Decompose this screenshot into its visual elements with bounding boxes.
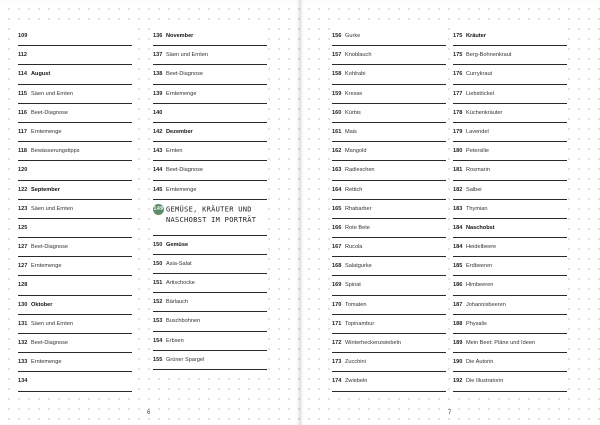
toc-entry bbox=[453, 334, 567, 353]
page-number-left: 6 bbox=[147, 410, 151, 416]
toc-page-number: 117 bbox=[18, 128, 28, 135]
toc-page-number: 155 bbox=[153, 356, 163, 363]
toc-page-number: 175 bbox=[453, 52, 463, 59]
feature-title-line2: NASCHOBST IM PORTRÄT bbox=[166, 216, 257, 225]
toc-entry bbox=[332, 353, 446, 372]
toc-entry-title: Bärlauch bbox=[166, 299, 189, 306]
toc-entry-title: Tomaten bbox=[345, 301, 367, 308]
toc-entry bbox=[153, 104, 267, 123]
toc-entry-title: Heidelbeere bbox=[466, 244, 497, 251]
toc-page-number: 163 bbox=[332, 167, 342, 174]
toc-entry bbox=[453, 181, 567, 200]
toc-entry-title: Beet-Diagnose bbox=[166, 167, 204, 174]
toc-entry bbox=[332, 181, 446, 200]
toc-entry bbox=[153, 255, 267, 274]
toc-entry bbox=[332, 142, 446, 161]
toc-page-number: 165 bbox=[332, 205, 342, 212]
toc-page-number: 187 bbox=[453, 301, 463, 308]
toc-entry bbox=[453, 104, 567, 123]
toc-entry-title: Lavendel bbox=[466, 128, 489, 135]
toc-entry-title: Topinambur bbox=[345, 320, 375, 327]
toc-entry-title: Dezember bbox=[166, 128, 193, 135]
toc-page-number: 185 bbox=[453, 263, 463, 270]
toc-page-number: 125 bbox=[18, 224, 28, 231]
toc-page-number: 152 bbox=[153, 299, 163, 306]
toc-entry bbox=[453, 238, 567, 257]
toc-entry bbox=[453, 46, 567, 65]
toc-entry bbox=[453, 276, 567, 295]
toc-entry bbox=[332, 296, 446, 315]
toc-entry-title: November bbox=[166, 33, 194, 39]
toc-entry-title: Säen und Ernten bbox=[31, 205, 73, 212]
toc-entry bbox=[18, 27, 132, 46]
toc-entry bbox=[18, 276, 132, 295]
toc-page-number: 171 bbox=[332, 320, 342, 327]
toc-entry bbox=[453, 257, 567, 276]
toc-entry-title: Mangold bbox=[345, 148, 367, 155]
toc-page-number: 116 bbox=[18, 109, 28, 116]
toc-entry bbox=[453, 219, 567, 238]
toc-page-number: 182 bbox=[453, 186, 463, 193]
toc-entry-title: Thymian bbox=[466, 205, 488, 212]
toc-entry-title: Erntemenge bbox=[166, 90, 197, 97]
toc-column-left-1 bbox=[18, 27, 132, 392]
toc-entry-title: Erbsen bbox=[166, 337, 184, 344]
toc-page-number: 136 bbox=[153, 33, 163, 39]
toc-page-number: 142 bbox=[153, 128, 163, 135]
toc-entry bbox=[332, 257, 446, 276]
toc-entry-title: Mein Beet: Pläne und Ideen bbox=[466, 340, 536, 346]
toc-page-number: 156 bbox=[332, 33, 342, 39]
toc-entry-title: Zwiebeln bbox=[345, 378, 368, 385]
toc-entry-title: Liebstöckel bbox=[466, 90, 494, 97]
page-number-right: 7 bbox=[448, 410, 452, 416]
toc-entry-title: Kürbis bbox=[345, 109, 361, 116]
toc-entry-title: Säen und Ernten bbox=[31, 90, 73, 97]
toc-page-number: 145 bbox=[153, 186, 163, 193]
toc-entry bbox=[153, 274, 267, 293]
toc-entry bbox=[153, 85, 267, 104]
toc-entry bbox=[18, 334, 132, 353]
toc-entry bbox=[153, 351, 267, 370]
toc-entry bbox=[18, 123, 132, 142]
toc-entry bbox=[332, 65, 446, 84]
toc-entry bbox=[153, 27, 267, 46]
toc-entry bbox=[18, 257, 132, 276]
toc-page-number: 120 bbox=[18, 167, 28, 174]
toc-page-number: 164 bbox=[332, 186, 342, 193]
toc-entry bbox=[332, 238, 446, 257]
right-page bbox=[300, 0, 600, 425]
toc-page-number: 112 bbox=[18, 52, 28, 59]
toc-page-number: 179 bbox=[453, 128, 463, 135]
toc-entry-title: Rosmarin bbox=[466, 167, 490, 174]
toc-entry-title: September bbox=[31, 186, 60, 193]
toc-page-number: 184 bbox=[453, 244, 463, 251]
toc-page-number: 192 bbox=[453, 378, 463, 385]
toc-page-number: 128 bbox=[18, 282, 28, 289]
toc-entry-title: August bbox=[31, 71, 51, 78]
toc-entry bbox=[18, 46, 132, 65]
toc-page-number: 115 bbox=[18, 90, 28, 97]
toc-page-number: 122 bbox=[18, 186, 28, 193]
toc-entry bbox=[18, 353, 132, 372]
toc-entry-title: Gurke bbox=[345, 33, 361, 39]
toc-page-number: 140 bbox=[153, 109, 163, 116]
feature-page-badge: 149 bbox=[153, 204, 164, 215]
toc-entry-title: Currykraut bbox=[466, 71, 493, 78]
toc-column-right-1 bbox=[332, 27, 446, 392]
toc-entry-title: Kresse bbox=[345, 90, 363, 97]
toc-entry bbox=[332, 219, 446, 238]
toc-page-number: 166 bbox=[332, 224, 342, 231]
feature-heading bbox=[153, 200, 267, 236]
toc-entry-title: Rote Bete bbox=[345, 224, 370, 231]
toc-entry bbox=[453, 161, 567, 180]
toc-entry bbox=[453, 372, 567, 391]
toc-entry bbox=[153, 123, 267, 142]
toc-entry bbox=[153, 236, 267, 255]
toc-entry-title: Grüner Spargel bbox=[166, 356, 205, 363]
toc-entry-title: Erntemenge bbox=[31, 128, 62, 135]
toc-entry bbox=[332, 276, 446, 295]
toc-entry bbox=[18, 200, 132, 219]
toc-column-right-2 bbox=[453, 27, 567, 392]
toc-entry-title: Säen und Ernten bbox=[166, 52, 208, 59]
toc-entry bbox=[332, 200, 446, 219]
toc-page-number: 174 bbox=[332, 378, 342, 385]
toc-page-number: 173 bbox=[332, 359, 342, 366]
toc-entry-title: Naschobst bbox=[466, 224, 495, 231]
toc-entry-title: Die Illustratorin bbox=[466, 378, 504, 385]
toc-entry bbox=[453, 123, 567, 142]
toc-entry-title: Oktober bbox=[31, 301, 53, 308]
toc-page-number: 134 bbox=[18, 378, 28, 385]
toc-entry-title: Beet-Diagnose bbox=[166, 71, 204, 78]
toc-entry-title: Himbeeren bbox=[466, 282, 494, 289]
toc-page-number: 133 bbox=[18, 359, 28, 366]
toc-page-number: 144 bbox=[153, 167, 163, 174]
toc-entry-title: Erntemenge bbox=[166, 186, 197, 193]
toc-page-number: 160 bbox=[332, 109, 342, 116]
toc-entry bbox=[332, 85, 446, 104]
toc-entry-title: Beet-Diagnose bbox=[31, 109, 69, 116]
toc-entry bbox=[153, 46, 267, 65]
toc-page-number: 154 bbox=[153, 337, 163, 344]
toc-entry-title: Die Autorin bbox=[466, 359, 494, 366]
toc-entry-title: Rettich bbox=[345, 186, 363, 193]
toc-entry bbox=[332, 161, 446, 180]
toc-page-number: 175 bbox=[453, 33, 463, 39]
toc-entry bbox=[453, 353, 567, 372]
toc-page-number: 153 bbox=[153, 318, 163, 325]
toc-entry bbox=[18, 372, 132, 391]
toc-page-number: 161 bbox=[332, 128, 342, 135]
toc-page-number: 180 bbox=[453, 148, 463, 155]
toc-entry-title: Physalis bbox=[466, 320, 487, 327]
toc-entry-title: Berg-Bohnenkraut bbox=[466, 52, 512, 59]
toc-entry-title: Mais bbox=[345, 128, 357, 135]
feature-title-line1: GEMÜSE, KRÄUTER UND bbox=[166, 205, 252, 214]
toc-page-number: 157 bbox=[332, 52, 342, 59]
toc-page-number: 139 bbox=[153, 90, 163, 97]
toc-entry bbox=[18, 219, 132, 238]
toc-entry-title: Petersilie bbox=[466, 148, 490, 155]
toc-entry-title: Buschbohnen bbox=[166, 318, 201, 325]
toc-entry-title: Erdbeeren bbox=[466, 263, 493, 270]
toc-entry-title: Beet-Diagnose bbox=[31, 244, 69, 251]
toc-entry bbox=[453, 85, 567, 104]
toc-entry bbox=[18, 65, 132, 84]
toc-page-number: 183 bbox=[453, 205, 463, 212]
toc-page-number: 123 bbox=[18, 205, 28, 212]
toc-entry-title: Johannisbeeren bbox=[466, 301, 506, 308]
toc-page-number: 189 bbox=[453, 340, 463, 346]
toc-entry bbox=[18, 142, 132, 161]
toc-entry-title: Asia-Salat bbox=[166, 260, 192, 267]
toc-entry-title: Bewässerungstipps bbox=[31, 148, 80, 155]
toc-entry-title: Küchenkräuter bbox=[466, 109, 503, 116]
toc-page-number: 127 bbox=[18, 244, 28, 251]
toc-page-number: 190 bbox=[453, 359, 463, 366]
toc-page-number: 167 bbox=[332, 244, 342, 251]
toc-entry bbox=[153, 293, 267, 312]
toc-entry-title: Kräuter bbox=[466, 33, 486, 39]
toc-page-number: 172 bbox=[332, 340, 342, 346]
toc-entry bbox=[153, 332, 267, 351]
toc-page-number: 151 bbox=[153, 280, 163, 287]
toc-entry-title: Säen und Ernten bbox=[31, 320, 73, 327]
toc-page-number: 162 bbox=[332, 148, 342, 155]
toc-entry-title: Kohlrabi bbox=[345, 71, 366, 78]
toc-entry bbox=[332, 27, 446, 46]
toc-page-number: 159 bbox=[332, 90, 342, 97]
toc-entry bbox=[18, 181, 132, 200]
toc-entry-title: Salbei bbox=[466, 186, 482, 193]
toc-page-number: 150 bbox=[153, 241, 163, 248]
toc-entry bbox=[18, 315, 132, 334]
toc-entry-title: Rucola bbox=[345, 244, 363, 251]
toc-entry-title: Salatgurke bbox=[345, 263, 372, 270]
toc-page-number: 137 bbox=[153, 52, 163, 59]
toc-page-number: 127 bbox=[18, 263, 28, 270]
toc-entry bbox=[332, 334, 446, 353]
toc-entry-title: Winterheckenzwiebeln bbox=[345, 340, 401, 346]
toc-page-number: 177 bbox=[453, 90, 463, 97]
toc-entry bbox=[453, 200, 567, 219]
toc-entry bbox=[18, 238, 132, 257]
toc-page-number: 184 bbox=[453, 224, 463, 231]
toc-entry bbox=[153, 312, 267, 331]
toc-entry bbox=[18, 296, 132, 315]
toc-entry bbox=[18, 85, 132, 104]
toc-entry bbox=[453, 27, 567, 46]
toc-entry bbox=[453, 142, 567, 161]
toc-entry-title: Radieschen bbox=[345, 167, 375, 174]
toc-page-number: 143 bbox=[153, 148, 163, 155]
toc-page-number: 176 bbox=[453, 71, 463, 78]
toc-page-number: 114 bbox=[18, 71, 28, 78]
toc-entry bbox=[332, 315, 446, 334]
toc-page-number: 131 bbox=[18, 320, 28, 327]
toc-entry-title: Erntemenge bbox=[31, 359, 62, 366]
toc-entry-title: Zucchini bbox=[345, 359, 366, 366]
toc-entry-title: Gemüse bbox=[166, 241, 189, 248]
toc-page-number: 118 bbox=[18, 148, 28, 155]
toc-entry bbox=[332, 46, 446, 65]
toc-page-number: 186 bbox=[453, 282, 463, 289]
toc-entry bbox=[453, 296, 567, 315]
toc-column-left-2 bbox=[153, 27, 267, 370]
toc-page-number: 168 bbox=[332, 263, 342, 270]
toc-page-number: 158 bbox=[332, 71, 342, 78]
toc-entry bbox=[153, 181, 267, 200]
toc-entry bbox=[453, 315, 567, 334]
toc-page-number: 178 bbox=[453, 109, 463, 116]
toc-entry-title: Artischocke bbox=[166, 280, 195, 287]
toc-page-number: 150 bbox=[153, 260, 163, 267]
toc-entry-title: Spinat bbox=[345, 282, 361, 289]
toc-page-number: 138 bbox=[153, 71, 163, 78]
toc-page-number: 109 bbox=[18, 33, 28, 39]
toc-page-number: 188 bbox=[453, 320, 463, 327]
toc-entry bbox=[18, 104, 132, 123]
toc-entry bbox=[153, 161, 267, 180]
toc-entry bbox=[332, 104, 446, 123]
toc-entry-title: Beet-Diagnose bbox=[31, 340, 69, 346]
toc-entry-title: Erntemenge bbox=[31, 263, 62, 270]
toc-entry-title: Knoblauch bbox=[345, 52, 372, 59]
toc-entry bbox=[18, 161, 132, 180]
toc-entry bbox=[153, 142, 267, 161]
toc-entry-title: Rhabarber bbox=[345, 205, 372, 212]
toc-entry bbox=[153, 65, 267, 84]
toc-entry bbox=[332, 123, 446, 142]
toc-page-number: 170 bbox=[332, 301, 342, 308]
toc-page-number: 132 bbox=[18, 340, 28, 346]
toc-entry bbox=[332, 372, 446, 391]
toc-entry bbox=[453, 65, 567, 84]
toc-page-number: 169 bbox=[332, 282, 342, 289]
toc-entry-title: Ernten bbox=[166, 148, 183, 155]
toc-page-number: 130 bbox=[18, 301, 28, 308]
toc-page-number: 181 bbox=[453, 167, 463, 174]
